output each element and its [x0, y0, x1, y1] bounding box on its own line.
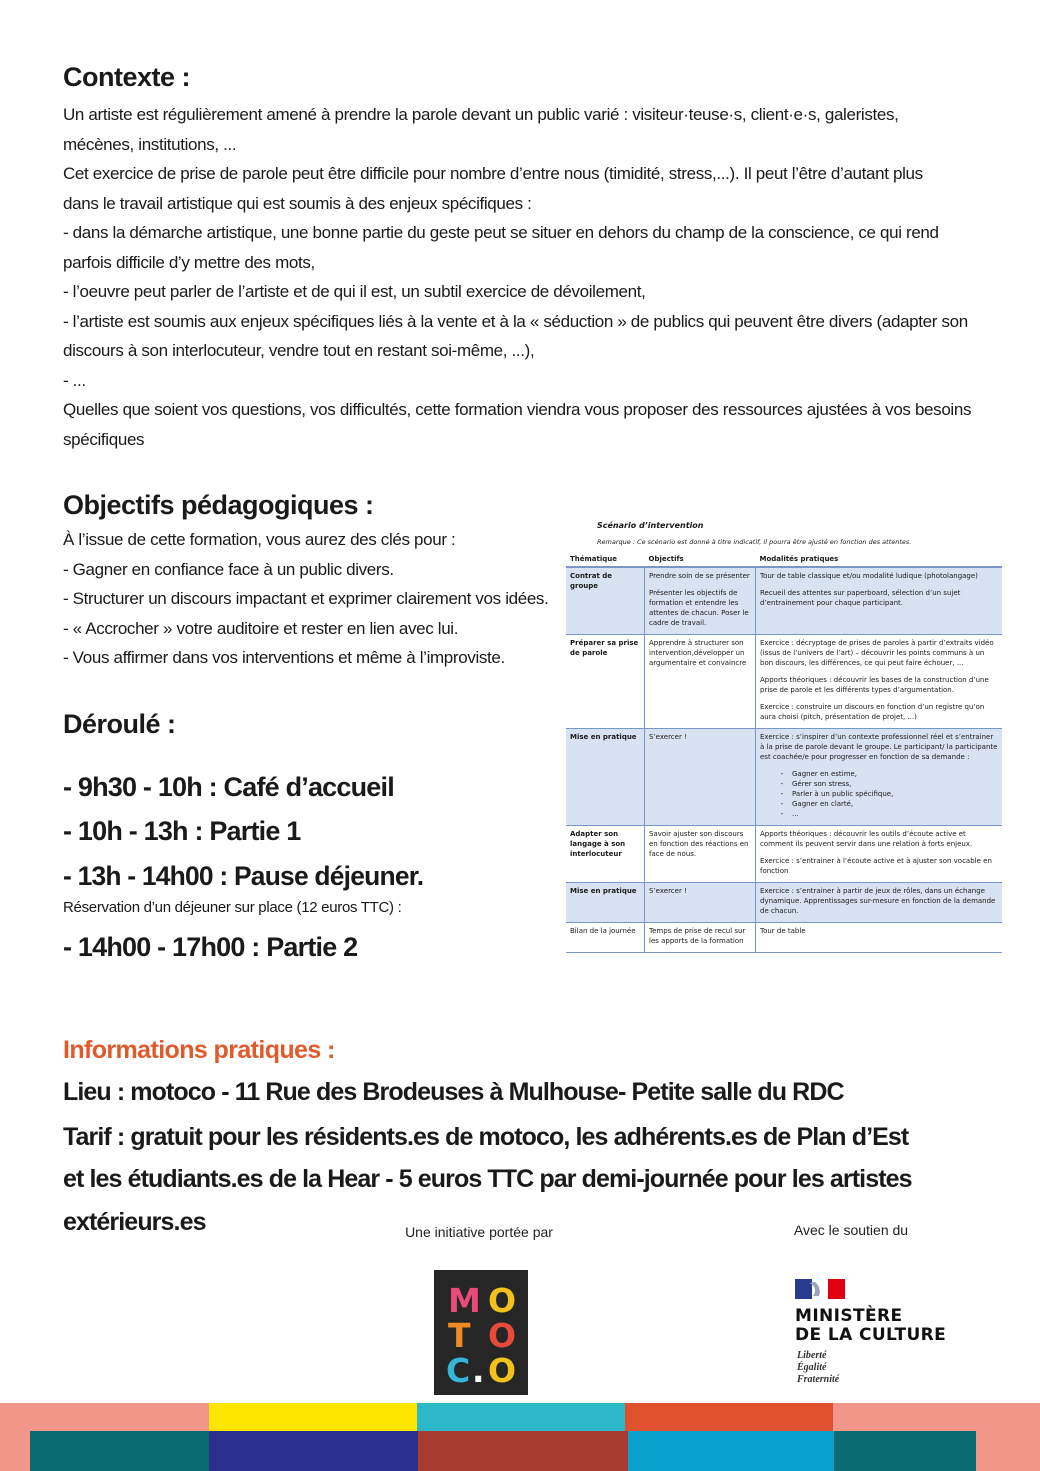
objectifs-body — [63, 525, 563, 673]
schedule-item: - 10h - 13h : Partie 1 — [63, 816, 301, 846]
table-cell-modalites — [756, 923, 1003, 953]
table-cell-theme: Mise en pratique — [566, 883, 645, 923]
contexte-line: Quelles que soient vos questions, vos difficultés, cette formation viendra vous proposer des ressources ajustées à vos besoins — [63, 400, 972, 419]
color-band — [209, 1431, 419, 1471]
color-band — [0, 1403, 210, 1431]
logo-letter: M — [448, 1281, 481, 1320]
scenario-title: Scénario d’intervention — [597, 521, 704, 530]
color-band — [209, 1403, 417, 1431]
soutien-label: Avec le soutien du — [793, 1222, 909, 1238]
color-band — [30, 1431, 210, 1471]
objectifs-line: - Gagner en confiance face à un public divers. — [63, 559, 394, 579]
objectifs-line: - Vous affirmer dans vos interventions et même à l’improviste. — [63, 648, 505, 667]
objectifs-line: À l’issue de cette formation, vous aurez des clés pour : — [63, 530, 456, 549]
color-band — [0, 1431, 30, 1471]
table-cell-objectifs — [645, 883, 756, 923]
objectifs-line: - Structurer un discours impactant et exprimer clairement vos idées. — [63, 589, 549, 608]
color-band — [418, 1431, 628, 1471]
table-cell-objectifs — [645, 923, 756, 953]
color-band — [833, 1403, 1040, 1431]
contexte-line: discours à son interlocuteur, vendre tout en restant soi-même, ...), — [63, 341, 535, 360]
table-cell-modalites — [756, 567, 1003, 635]
logo-letter: O — [488, 1351, 517, 1390]
list-item: - Parler à un public spécifique, — [792, 789, 998, 799]
contexte-line: - l’oeuvre peut parler de l’artiste et de qui il est, un subtil exercice de dévoilement, — [63, 282, 646, 301]
objectif-text: Présenter les objectifs de formation et entendre les attentes de chacun. Poser le cadre de travail. — [649, 589, 749, 627]
color-band — [834, 1431, 976, 1471]
contexte-line: parfois difficile d’y mettre des mots, — [63, 252, 315, 272]
list-item: - Gagner en estime, — [792, 769, 998, 779]
logo-letter: . — [472, 1351, 485, 1390]
modalite-text: Exercice : décryptage de prises de paroles à partir d’extraits vidéo (issus de l’univers de l’art) – découvrir les points communs à un bon discours, les différences, ce qui peut faire échouer, ... — [760, 639, 994, 667]
schedule-item: - 13h - 14h00 : Pause déjeuner. — [63, 861, 424, 891]
contexte-line: - l’artiste est soumis aux enjeux spécifiques liés à la vente et à la « séduction » de publics qui peuvent être divers (adapter son — [63, 311, 968, 331]
modalite-text: Tour de table — [760, 927, 806, 935]
motto-line: Égalité — [797, 1362, 827, 1373]
scenario-table-block — [566, 521, 1002, 953]
table-cell-modalites — [756, 729, 1003, 826]
motoco-logo — [434, 1270, 528, 1395]
info-line: extérieurs.es — [63, 1208, 206, 1236]
table-header: Thématique — [566, 552, 645, 567]
table-row — [566, 826, 1002, 883]
contexte-line: dans le travail artistique qui est soumis à des enjeux spécifiques : — [63, 193, 532, 213]
schedule-item: - 9h30 - 10h : Café d’accueil — [63, 772, 394, 802]
ministere-name: MINISTÈRE — [795, 1306, 903, 1326]
table-row — [566, 635, 1002, 729]
list-item: - Gérer son stress, — [792, 779, 998, 789]
table-cell-modalites — [756, 883, 1003, 923]
marianne-flag-icon — [795, 1279, 845, 1299]
table-row — [566, 567, 1002, 635]
table-cell-modalites — [756, 826, 1003, 883]
table-cell-objectifs — [645, 567, 756, 635]
logo-letter: C — [446, 1351, 471, 1390]
objectif-text: Savoir ajuster son discours en fonction des réactions en face de nous. — [649, 830, 749, 858]
modalite-text: Exercice : s’entrainer à partir de jeux de rôles, dans un échange dynamique. Apprentissages sur-mesure en fonction de la demande de chacun. — [760, 887, 996, 915]
modalite-text: Apports théoriques : découvrir les bases de la construction d’une prise de parole et les différents types d’argumentation. — [760, 676, 989, 694]
contexte-line: Cet exercice de prise de parole peut être difficile pour nombre d’entre nous (timidité, stress,...). Il peut l’être d’autant plus — [63, 164, 923, 183]
objectifs-title: Objectifs pédagogiques : — [63, 490, 374, 520]
modalite-text: Exercice : s’entrainer à l’écoute active et à ajuster son vocable en fonction — [760, 857, 992, 875]
objectif-text: Apprendre à structurer son intervention,développer un argumentaire et convaincre — [649, 639, 747, 667]
table-cell-modalites — [756, 635, 1003, 729]
table-header: Modalités pratiques — [756, 552, 1003, 567]
info-line: Lieu : motoco - 11 Rue des Brodeuses à Mulhouse- Petite salle du RDC — [63, 1078, 844, 1106]
table-cell-theme: Adapter son langage à son interlocuteur — [566, 826, 645, 883]
table-cell-objectifs — [645, 826, 756, 883]
list-item: - Gagner en clarté, — [792, 799, 998, 809]
logo-letter: O — [488, 1281, 517, 1320]
contexte-title: Contexte : — [63, 62, 191, 92]
table-cell-theme: Bilan de la journée — [566, 923, 645, 953]
contexte-line: mécènes, institutions, ... — [63, 134, 237, 154]
lunch-reservation-note: Réservation d’un déjeuner sur place (12 euros TTC) : — [63, 899, 402, 916]
scenario-remark: Remarque : Ce scénario est donné à titre indicatif, il pourra être ajusté en fonction des attentes. — [597, 538, 912, 546]
color-band — [625, 1403, 833, 1431]
objectif-text: S’exercer ! — [649, 887, 687, 895]
table-row — [566, 923, 1002, 953]
info-line: Tarif : gratuit pour les résidents.es de motoco, les adhérents.es de Plan d’Est — [63, 1123, 909, 1151]
objectif-text: Temps de prise de recul sur les apports de la formation — [649, 927, 746, 945]
objectif-text: Prendre soin de se présenter — [649, 572, 750, 580]
table-cell-theme: Mise en pratique — [566, 729, 645, 826]
logo-letter: O — [488, 1316, 517, 1355]
color-band — [628, 1431, 834, 1471]
table-row — [566, 729, 1002, 826]
motto-line: Fraternité — [797, 1374, 840, 1385]
info-title: Informations pratiques : — [63, 1036, 335, 1064]
motto-line: Liberté — [797, 1350, 827, 1361]
objectif-text: S’exercer ! — [649, 733, 687, 741]
table-cell-objectifs — [645, 729, 756, 826]
table-cell-theme: Préparer sa prise de parole — [566, 635, 645, 729]
objectifs-line: - « Accrocher » votre auditoire et rester en lien avec lui. — [63, 618, 459, 638]
modalite-text: Recueil des attentes sur paperboard, sélection d’un sujet d’entrainement pour chaque participant. — [760, 589, 961, 607]
table-row — [566, 883, 1002, 923]
color-band — [976, 1431, 1040, 1471]
list-item: - ... — [792, 809, 998, 819]
scenario-table — [566, 552, 1002, 953]
modalite-text: Exercice : construire un discours en fonction d’un registre qu’on aura choisi (pitch, présentation de projet, ...) — [760, 703, 985, 721]
table-cell-objectifs — [645, 635, 756, 729]
contexte-line: Un artiste est régulièrement amené à prendre la parole devant un public varié : visiteur·teuse·s, client·e·s, galeristes, — [63, 105, 899, 124]
contexte-line: spécifiques — [63, 429, 145, 449]
modalite-text: Apports théoriques : découvrir les outils d’écoute active et comment ils peuvent servir dans une relation à forts enjeux. — [760, 830, 973, 848]
contexte-line: - dans la démarche artistique, une bonne partie du geste peut se situer en dehors du champ de la conscience, ce qui rend — [63, 223, 939, 242]
info-line: et les étudiants.es de la Hear - 5 euros TTC par demi-journée pour les artistes — [63, 1165, 912, 1193]
modalite-text: Exercice : s’inspirer d’un contexte professionnel réel et s’entrainer à la prise de parole devant le groupe. Le participant/ la participante est coachée/e pour progresser en fonction de sa demande : — [760, 733, 998, 761]
modalite-text: Tour de table classique et/ou modalité ludique (photolangage) — [760, 572, 978, 580]
logo-letter: T — [448, 1316, 471, 1355]
contexte-body — [63, 100, 993, 454]
initiative-label: Une initiative portée par — [405, 1224, 553, 1240]
table-cell-theme: Contrat de groupe — [566, 567, 645, 635]
color-band — [417, 1403, 625, 1431]
ministere-name: DE LA CULTURE — [795, 1325, 947, 1345]
deroule-title: Déroulé : — [63, 709, 176, 739]
modalite-list — [760, 769, 998, 819]
table-header: Objectifs — [645, 552, 756, 567]
schedule-item: - 14h00 - 17h00 : Partie 2 — [63, 932, 358, 962]
contexte-line: - ... — [63, 370, 86, 390]
